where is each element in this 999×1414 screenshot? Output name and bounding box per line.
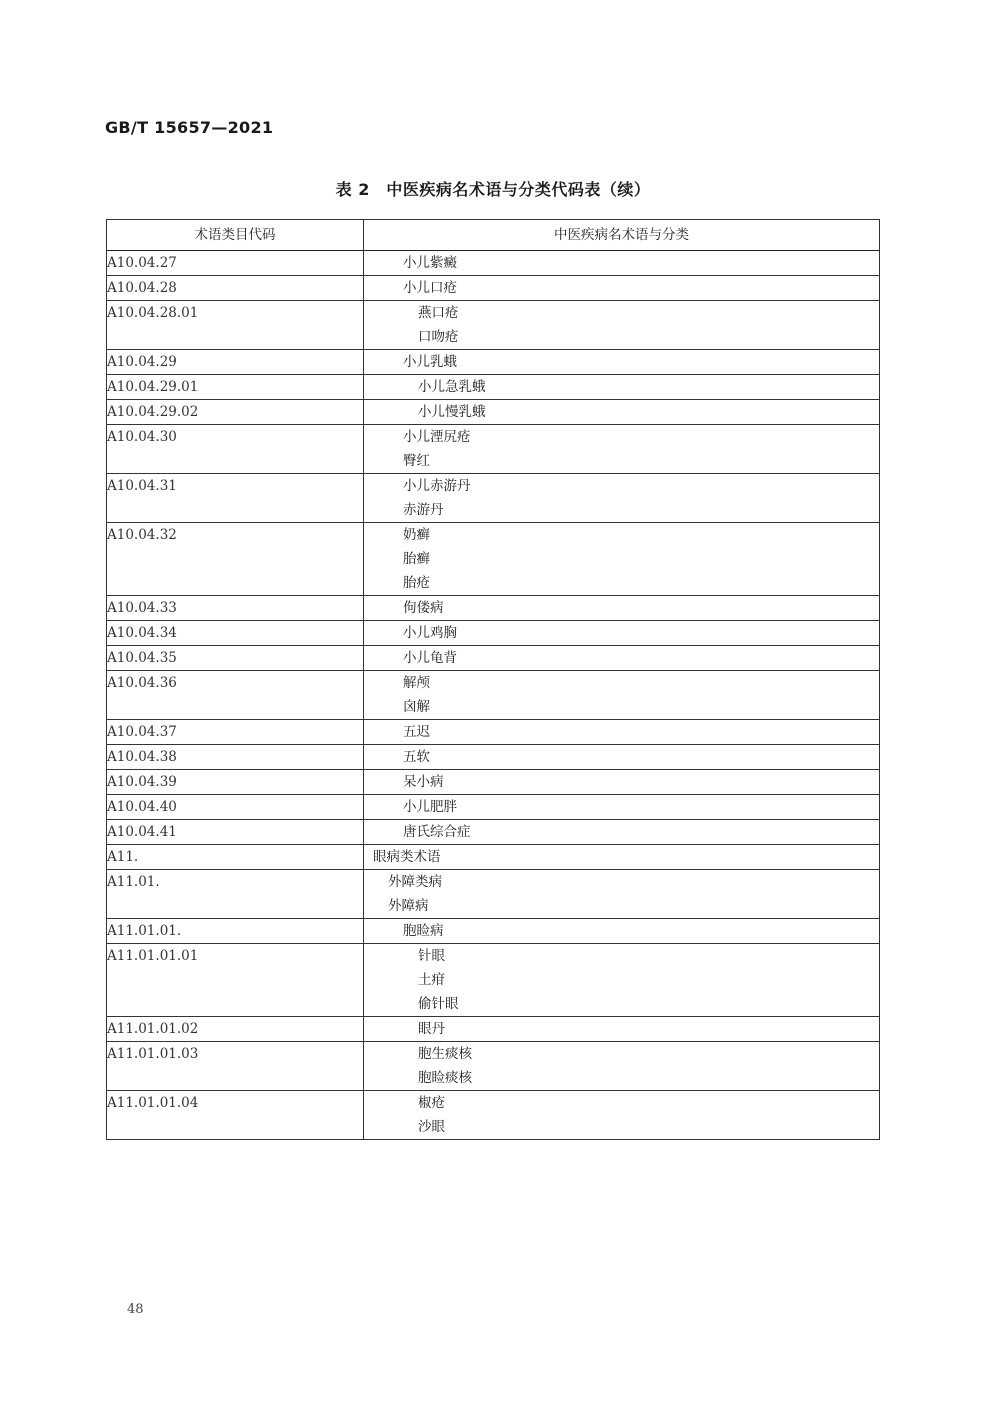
term-code: A10.04.40	[107, 795, 364, 820]
term-name: 土疳	[418, 972, 445, 988]
term-code: A10.04.28.01	[107, 301, 364, 350]
page-number: 48	[127, 1302, 144, 1317]
table-row	[107, 870, 880, 919]
term-code: A11.01.01.03	[107, 1042, 364, 1091]
term-name: 小儿赤游丹	[403, 478, 471, 494]
table-row	[107, 621, 880, 646]
table-header-row	[107, 220, 880, 251]
term-code: A10.04.28	[107, 276, 364, 301]
classification-table	[106, 219, 880, 1140]
term-code: A10.04.27	[107, 251, 364, 276]
term-names-cell	[364, 1042, 880, 1091]
column-header-code: 术语类目代码	[107, 220, 364, 251]
table-row	[107, 596, 880, 621]
term-names-cell	[364, 596, 880, 621]
standard-code: GB/T 15657—2021	[105, 118, 274, 137]
term-code: A10.04.38	[107, 745, 364, 770]
term-code: A10.04.29.01	[107, 375, 364, 400]
table-row	[107, 251, 880, 276]
term-code: A10.04.31	[107, 474, 364, 523]
term-name: 呆小病	[403, 774, 444, 790]
term-names-cell	[364, 301, 880, 350]
table-row	[107, 301, 880, 350]
table-body	[107, 251, 880, 1140]
table-row	[107, 474, 880, 523]
term-names-cell	[364, 944, 880, 1017]
term-code: A10.04.32	[107, 523, 364, 596]
term-code: A11.	[107, 845, 364, 870]
term-name: 奶癣	[403, 527, 430, 543]
term-names-cell	[364, 1017, 880, 1042]
table-row	[107, 523, 880, 596]
table-row	[107, 919, 880, 944]
term-code: A10.04.30	[107, 425, 364, 474]
term-name: 小儿鸡胸	[403, 625, 457, 641]
term-name: 针眼	[418, 948, 445, 964]
term-name: 眼病类术语	[373, 849, 441, 865]
table-row	[107, 845, 880, 870]
term-code: A10.04.36	[107, 671, 364, 720]
term-code: A10.04.39	[107, 770, 364, 795]
term-code: A10.04.34	[107, 621, 364, 646]
term-name: 小儿乳蛾	[403, 354, 457, 370]
term-names-cell	[364, 919, 880, 944]
term-name: 胎疮	[403, 575, 430, 591]
term-names-cell	[364, 770, 880, 795]
term-names-cell	[364, 720, 880, 745]
term-names-cell	[364, 671, 880, 720]
term-code: A11.01.01.01	[107, 944, 364, 1017]
term-name: 偷针眼	[418, 996, 459, 1012]
term-name: 胎癣	[403, 551, 430, 567]
term-code: A11.01.01.02	[107, 1017, 364, 1042]
term-names-cell	[364, 276, 880, 301]
term-code: A10.04.35	[107, 646, 364, 671]
table-row	[107, 375, 880, 400]
table-row	[107, 720, 880, 745]
term-name: 解颅	[403, 675, 430, 691]
term-names-cell	[364, 400, 880, 425]
term-name: 小儿肥胖	[403, 799, 457, 815]
term-code: A10.04.37	[107, 720, 364, 745]
table-row	[107, 770, 880, 795]
term-name: 小儿口疮	[403, 280, 457, 296]
term-name: 小儿慢乳蛾	[418, 404, 486, 420]
term-name: 小儿紫癜	[403, 255, 457, 271]
term-name: 沙眼	[418, 1119, 445, 1135]
term-names-cell	[364, 350, 880, 375]
term-name: 囟解	[403, 699, 430, 715]
term-name: 佝偻病	[403, 600, 444, 616]
table-row	[107, 350, 880, 375]
term-name: 口吻疮	[418, 329, 459, 345]
term-name: 五软	[403, 749, 430, 765]
term-names-cell	[364, 375, 880, 400]
table-row	[107, 795, 880, 820]
term-name: 胞睑痰核	[418, 1070, 472, 1086]
table-row	[107, 1042, 880, 1091]
term-name: 燕口疮	[418, 305, 459, 321]
table-row	[107, 671, 880, 720]
term-names-cell	[364, 845, 880, 870]
term-code: A11.01.01.	[107, 919, 364, 944]
term-name: 小儿急乳蛾	[418, 379, 486, 395]
term-name: 臀红	[403, 453, 430, 469]
term-names-cell	[364, 474, 880, 523]
term-names-cell	[364, 646, 880, 671]
term-names-cell	[364, 251, 880, 276]
table-row	[107, 425, 880, 474]
table-row	[107, 646, 880, 671]
table-row	[107, 400, 880, 425]
table-row	[107, 745, 880, 770]
table-row	[107, 1017, 880, 1042]
term-names-cell	[364, 1091, 880, 1140]
term-name: 胞生痰核	[418, 1046, 472, 1062]
term-names-cell	[364, 820, 880, 845]
term-code: A10.04.41	[107, 820, 364, 845]
term-name: 小儿龟背	[403, 650, 457, 666]
table-row	[107, 820, 880, 845]
table-row	[107, 1091, 880, 1140]
term-names-cell	[364, 523, 880, 596]
term-name: 椒疮	[418, 1095, 445, 1111]
table-row	[107, 276, 880, 301]
term-code: A10.04.29.02	[107, 400, 364, 425]
term-code: A11.01.01.04	[107, 1091, 364, 1140]
term-name: 小儿湮尻疮	[403, 429, 471, 445]
term-code: A11.01.	[107, 870, 364, 919]
term-name: 外障类病	[388, 874, 442, 890]
table-title: 表 2 中医疾病名术语与分类代码表（续）	[335, 180, 651, 199]
term-names-cell	[364, 745, 880, 770]
term-name: 外障病	[388, 898, 429, 914]
term-names-cell	[364, 870, 880, 919]
table-row	[107, 944, 880, 1017]
term-names-cell	[364, 621, 880, 646]
term-name: 赤游丹	[403, 502, 444, 518]
term-name: 五迟	[403, 724, 430, 740]
term-code: A10.04.29	[107, 350, 364, 375]
term-names-cell	[364, 795, 880, 820]
column-header-terms: 中医疾病名术语与分类	[364, 220, 880, 251]
term-name: 唐氏综合症	[403, 824, 471, 840]
term-code: A10.04.33	[107, 596, 364, 621]
term-name: 眼丹	[418, 1021, 445, 1037]
term-names-cell	[364, 425, 880, 474]
term-name: 胞睑病	[403, 923, 444, 939]
